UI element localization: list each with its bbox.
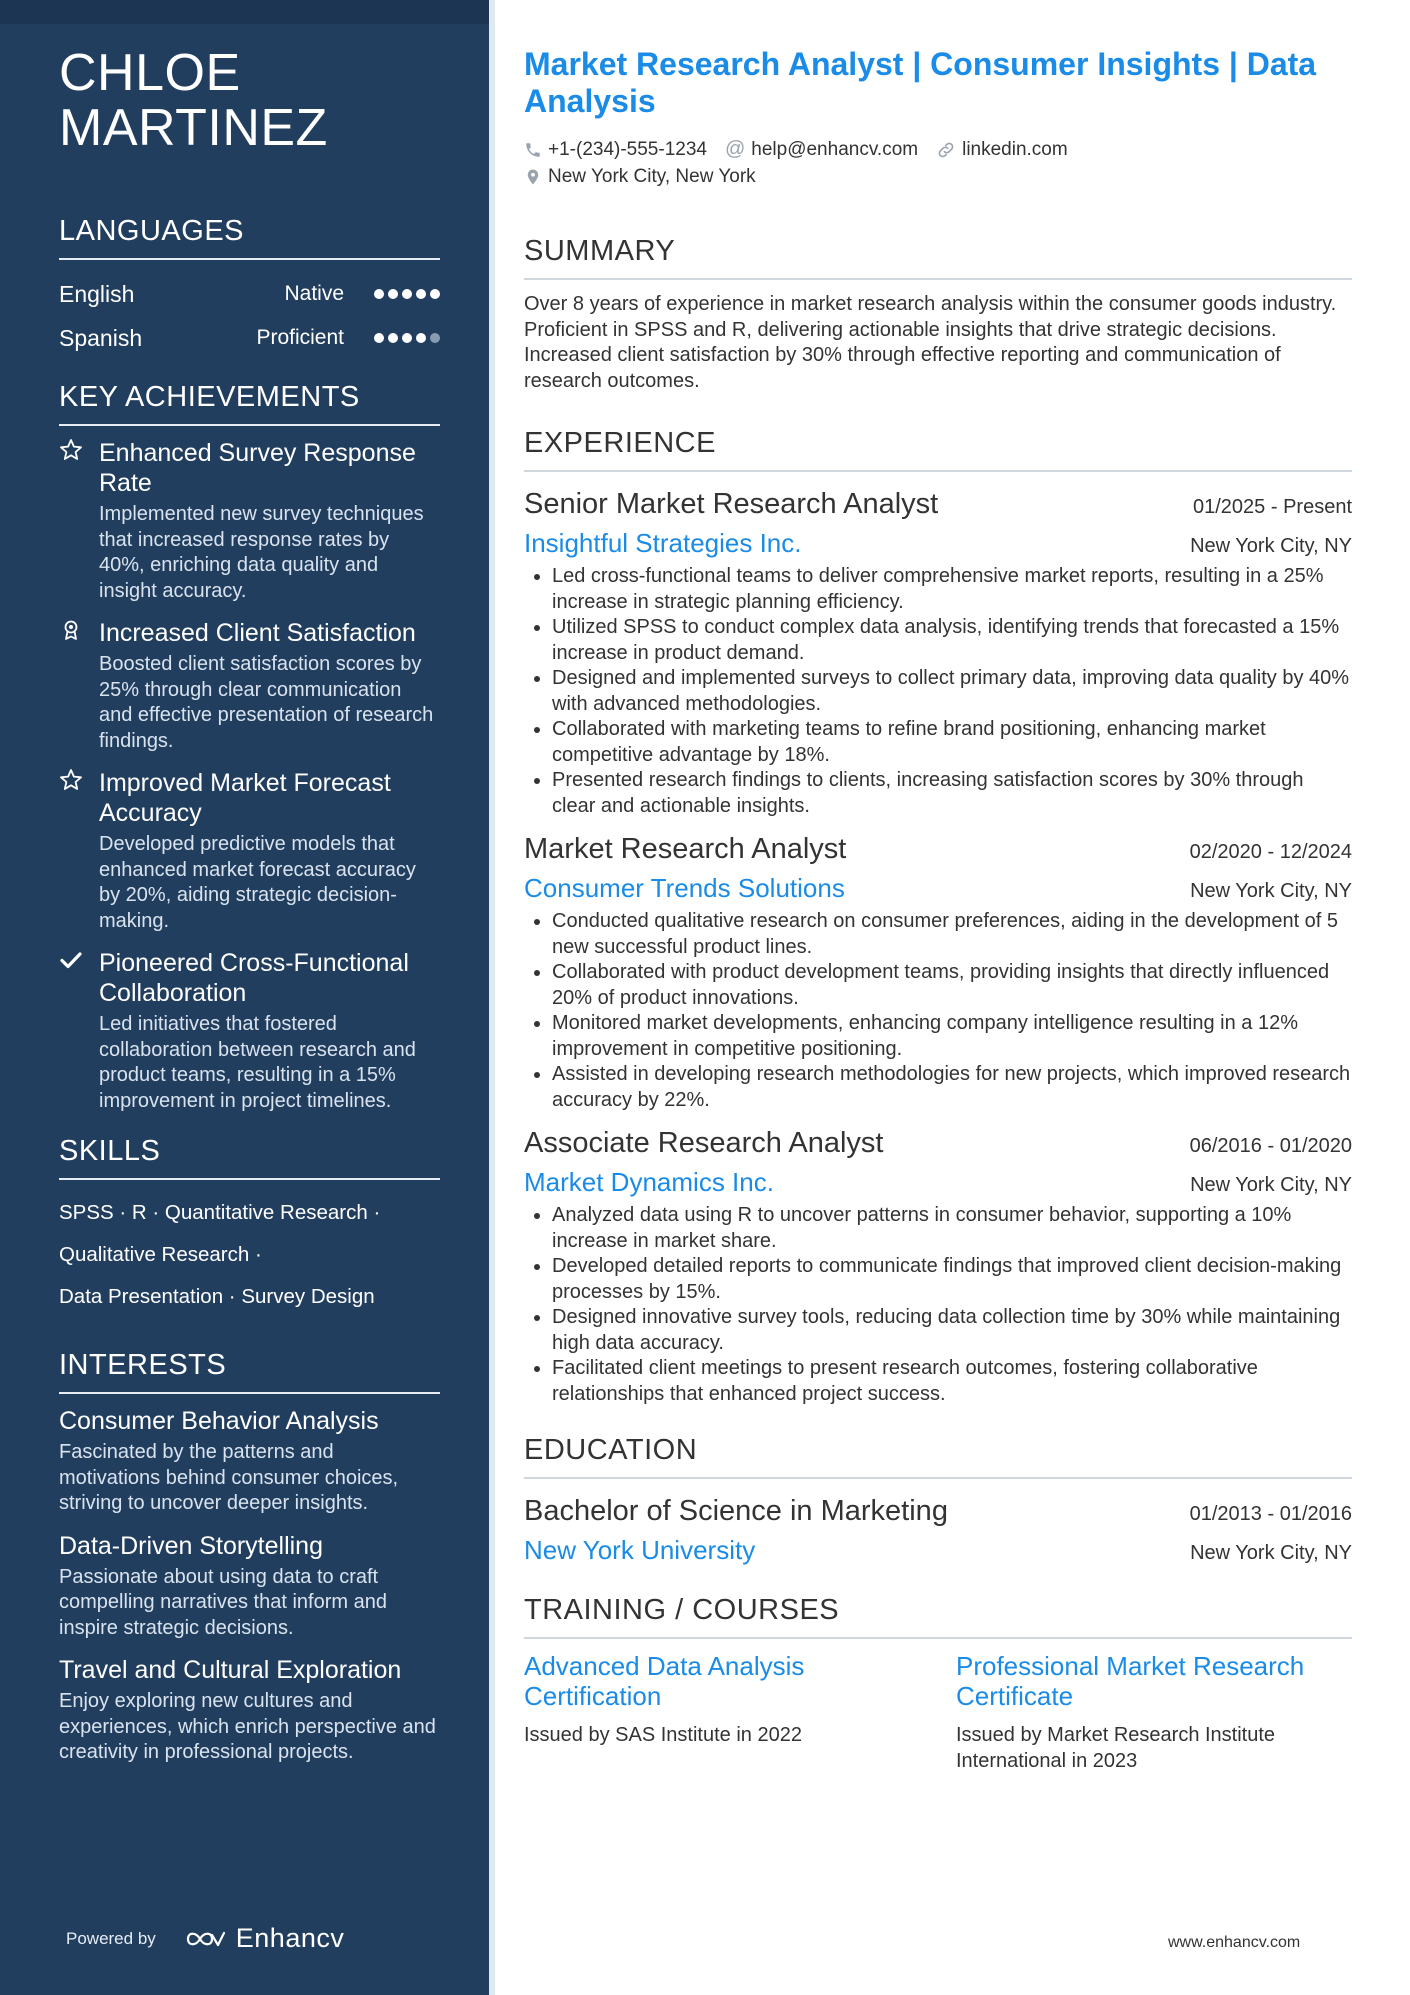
education-heading: EDUCATION bbox=[524, 1433, 1352, 1479]
rating-dot-empty bbox=[430, 333, 440, 343]
company-name: Consumer Trends Solutions bbox=[524, 873, 845, 903]
experience-item bbox=[524, 829, 1352, 1113]
course-item bbox=[524, 1651, 920, 1774]
summary-text: Over 8 years of experience in market research analysis within the consumer goods industry. Proficient in SPSS and R, delivering actionable insights that drive strategic decisions. Increased client satisfaction by 30% through effective reporting and communication of research outcomes. bbox=[524, 293, 1337, 392]
phone-icon bbox=[524, 141, 542, 159]
achievement-title: Increased Client Satisfaction bbox=[99, 619, 416, 647]
achievement-item bbox=[59, 948, 440, 1114]
enhancv-logo-icon bbox=[184, 1927, 228, 1951]
interest-description: Passionate about using data to craft compelling narratives that inform and inspire strategic decisions. bbox=[59, 1565, 387, 1639]
skills-line: Qualitative Research · bbox=[59, 1243, 262, 1266]
list-item: • Analyzed data using R to uncover patterns in consumer behavior, supporting a 10% increase in market share. bbox=[552, 1203, 1352, 1254]
headline: Market Research Analyst | Consumer Insights | Data Analysis bbox=[524, 46, 1317, 119]
achievement-title: Enhanced Survey Response Rate bbox=[99, 439, 416, 497]
enhancv-logo[interactable] bbox=[184, 1923, 345, 1954]
course-description: Issued by Market Research Institute International in 2023 bbox=[956, 1724, 1276, 1772]
footer-url[interactable]: www.enhancv.com bbox=[1168, 1934, 1301, 1951]
sidebar-top-bar bbox=[0, 0, 489, 24]
list-item: • Collaborated with product development teams, providing insights that directly influenced 20% of product innovations. bbox=[552, 960, 1352, 1011]
email-contact[interactable] bbox=[725, 136, 918, 163]
achievements-list bbox=[59, 438, 440, 1114]
star-icon bbox=[59, 438, 99, 604]
sidebar-content bbox=[59, 46, 440, 1780]
language-name: Spanish bbox=[59, 324, 143, 351]
interest-description: Fascinated by the patterns and motivations behind consumer choices, striving to uncover deeper insights. bbox=[59, 1441, 399, 1514]
list-item: • Designed and implemented surveys to collect primary data, improving data quality by 40% with advanced methodologies. bbox=[552, 666, 1352, 717]
main-content bbox=[524, 46, 1352, 1774]
job-bullets bbox=[524, 909, 1352, 1113]
name-line-1: CHLOE bbox=[59, 44, 241, 102]
skills-line: Data Presentation · Survey Design bbox=[59, 1285, 375, 1308]
powered-by-label: Powered by bbox=[66, 1928, 156, 1948]
list-item: • Facilitated client meetings to present research outcomes, fostering collaborative relationships that enhanced project success. bbox=[552, 1356, 1352, 1407]
sidebar bbox=[0, 0, 489, 1995]
achievement-description: Boosted client satisfaction scores by 25% through clear communication and effective presentation of research findings. bbox=[99, 653, 434, 752]
skills-heading: SKILLS bbox=[59, 1134, 440, 1180]
list-item: • Monitored market developments, enhancing company intelligence resulting in a 12% improvement in competitive positioning. bbox=[552, 1011, 1352, 1062]
interest-title: Data-Driven Storytelling bbox=[59, 1531, 323, 1560]
company-name: Market Dynamics Inc. bbox=[524, 1167, 774, 1197]
sidebar-edge-divider bbox=[489, 0, 495, 1995]
experience-heading: EXPERIENCE bbox=[524, 426, 1352, 472]
job-location: New York City, NY bbox=[1190, 535, 1352, 557]
experience-item bbox=[524, 484, 1352, 819]
achievements-heading: KEY ACHIEVEMENTS bbox=[59, 380, 440, 426]
list-item: • Conducted qualitative research on consumer preferences, aiding in the development of 5 new successful product lines. bbox=[552, 909, 1352, 960]
location-pin-icon bbox=[524, 167, 542, 187]
job-location: New York City, NY bbox=[1190, 1174, 1352, 1196]
phone-text: +1-(234)-555-1234 bbox=[548, 139, 707, 160]
rating-dot bbox=[402, 333, 412, 343]
language-item bbox=[59, 316, 440, 360]
course-title: Professional Market Research Certificate bbox=[956, 1651, 1305, 1711]
check-icon bbox=[59, 948, 99, 1114]
company-name: Insightful Strategies Inc. bbox=[524, 528, 802, 558]
location-contact bbox=[524, 163, 756, 190]
linkedin-text: linkedin.com bbox=[962, 139, 1068, 160]
job-bullets bbox=[524, 564, 1352, 819]
interests-heading: INTERESTS bbox=[59, 1348, 440, 1394]
list-item: • Presented research findings to clients, increasing satisfaction scores by 30% through clear and actionable insights. bbox=[552, 768, 1352, 819]
education-dates: 01/2013 - 01/2016 bbox=[1189, 1503, 1352, 1525]
language-name: English bbox=[59, 280, 135, 307]
rating-dot bbox=[430, 289, 440, 299]
course-item bbox=[956, 1651, 1352, 1774]
interest-description: Enjoy exploring new cultures and experiences, which enrich perspective and creativity in professional projects. bbox=[59, 1690, 436, 1763]
list-item: • Developed detailed reports to communicate findings that improved client decision-making processes by 15%. bbox=[552, 1254, 1352, 1305]
achievement-item bbox=[59, 618, 440, 754]
interests-list bbox=[59, 1406, 440, 1766]
list-item: • Utilized SPSS to conduct complex data analysis, identifying trends that forecasted a 15% increase in product demand. bbox=[552, 615, 1352, 666]
list-item: • Collaborated with marketing teams to refine brand positioning, enhancing market competitive advantage by 18%. bbox=[552, 717, 1352, 768]
language-rating bbox=[374, 333, 440, 343]
job-dates: 01/2025 - Present bbox=[1193, 496, 1352, 518]
email-text: help@enhancv.com bbox=[751, 139, 919, 160]
achievement-title: Improved Market Forecast Accuracy bbox=[99, 769, 391, 827]
skills-line: SPSS · R · Quantitative Research · bbox=[59, 1201, 381, 1224]
language-level: Proficient bbox=[256, 326, 344, 349]
achievement-description: Developed predictive models that enhanced market forecast accuracy by 20%, aiding strategic decision-making. bbox=[99, 833, 416, 932]
achievement-title: Pioneered Cross-Functional Collaboration bbox=[99, 949, 409, 1007]
summary-heading: SUMMARY bbox=[524, 234, 1352, 280]
location-text: New York City, New York bbox=[548, 166, 756, 187]
achievement-item bbox=[59, 768, 440, 934]
award-ribbon-icon bbox=[59, 618, 99, 754]
achievement-item bbox=[59, 438, 440, 604]
training-list bbox=[524, 1651, 1352, 1774]
language-item bbox=[59, 272, 440, 316]
rating-dot bbox=[388, 289, 398, 299]
enhancv-logo-text: Enhancv bbox=[235, 1923, 345, 1953]
skills-list bbox=[59, 1192, 440, 1318]
contact-info bbox=[524, 136, 1352, 190]
rating-dot bbox=[416, 333, 426, 343]
training-heading: TRAINING / COURSES bbox=[524, 1593, 1352, 1639]
achievement-description: Led initiatives that fostered collaboration between research and product teams, resulting in a 15% improvement in project timelines. bbox=[99, 1013, 416, 1112]
candidate-name bbox=[59, 46, 440, 156]
course-title: Advanced Data Analysis Certification bbox=[524, 1651, 805, 1711]
course-description: Issued by SAS Institute in 2022 bbox=[524, 1724, 802, 1746]
list-item: • Designed innovative survey tools, reducing data collection time by 30% while maintaining high data accuracy. bbox=[552, 1305, 1352, 1356]
interest-title: Travel and Cultural Exploration bbox=[59, 1656, 402, 1684]
experience-item bbox=[524, 1123, 1352, 1407]
at-sign-icon: @ bbox=[724, 138, 746, 160]
list-item: • Led cross-functional teams to deliver comprehensive market reports, resulting in a 25% increase in strategic planning efficiency. bbox=[552, 564, 1352, 615]
rating-dot bbox=[402, 289, 412, 299]
star-icon bbox=[59, 768, 99, 934]
job-title: Market Research Analyst bbox=[524, 833, 847, 865]
link-icon bbox=[936, 140, 956, 160]
powered-by bbox=[66, 1923, 344, 1954]
list-item: • Assisted in developing research methodologies for new projects, which improved research accuracy by 22%. bbox=[552, 1062, 1352, 1113]
job-title: Associate Research Analyst bbox=[524, 1127, 884, 1159]
interest-title: Consumer Behavior Analysis bbox=[59, 1407, 379, 1435]
rating-dot bbox=[416, 289, 426, 299]
rating-dot bbox=[374, 333, 384, 343]
education-item bbox=[524, 1491, 1352, 1567]
linkedin-contact[interactable] bbox=[936, 136, 1068, 163]
rating-dot bbox=[388, 333, 398, 343]
school-name: New York University bbox=[524, 1535, 756, 1565]
languages-heading: LANGUAGES bbox=[59, 214, 440, 260]
job-bullets bbox=[524, 1203, 1352, 1407]
degree-title: Bachelor of Science in Marketing bbox=[524, 1495, 948, 1527]
language-level: Native bbox=[284, 282, 344, 305]
job-dates: 06/2016 - 01/2020 bbox=[1189, 1135, 1352, 1157]
phone-contact[interactable] bbox=[524, 136, 707, 163]
language-rating bbox=[374, 289, 440, 299]
achievement-description: Implemented new survey techniques that increased response rates by 40%, enriching data quality and insight accuracy. bbox=[99, 503, 424, 602]
education-location: New York City, NY bbox=[1190, 1542, 1352, 1564]
job-dates: 02/2020 - 12/2024 bbox=[1189, 841, 1352, 863]
job-title: Senior Market Research Analyst bbox=[524, 488, 939, 520]
job-location: New York City, NY bbox=[1190, 880, 1352, 902]
languages-list bbox=[59, 272, 440, 360]
rating-dot bbox=[374, 289, 384, 299]
name-line-2: MARTINEZ bbox=[59, 99, 328, 157]
